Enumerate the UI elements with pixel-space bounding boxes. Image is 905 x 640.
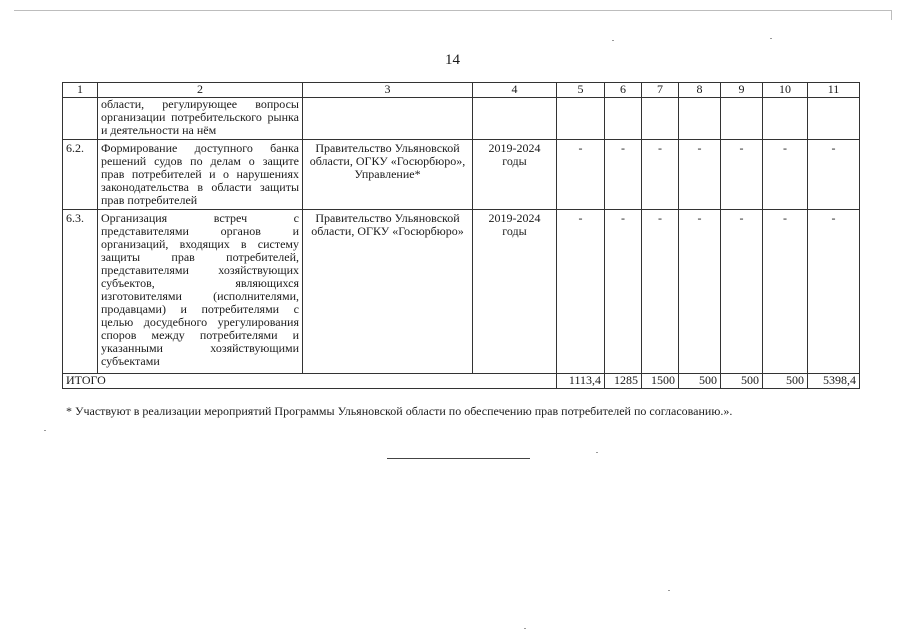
activity-description: Формирование доступного банка решений судов по делам о защите прав потребителей и о нарушениях законодательства в области защиты прав потребителей — [98, 140, 303, 210]
implementation-period — [473, 98, 557, 140]
responsible-executors: Правительство Ульяновской области, ОГКУ «Госюрбюро», Управление* — [303, 140, 473, 210]
column-header: 4 — [473, 83, 557, 98]
column-header: 1 — [63, 83, 98, 98]
funding-cell — [642, 98, 679, 140]
scan-frame-top — [14, 10, 892, 11]
funding-cell: - — [605, 210, 642, 374]
funding-cell: - — [808, 140, 860, 210]
funding-cell — [557, 98, 605, 140]
responsible-executors: Правительство Ульяновской области, ОГКУ «Госюрбюро» — [303, 210, 473, 374]
funding-cell: - — [679, 210, 721, 374]
scan-speck — [668, 590, 670, 591]
scan-speck — [524, 628, 526, 629]
funding-cell: - — [557, 140, 605, 210]
total-value: 500 — [721, 374, 763, 389]
activity-description: Организация встреч с представителями органов и организаций, входящих в систему защиты прав потребителей, представителями хозяйствующих субъектов, являющихся изготовителями (исполнителями, продавцами) и потребителями с целью досудебного урегулирования споров между потребителями и указанными хозяйствующими субъектами — [98, 210, 303, 374]
total-value: 1113,4 — [557, 374, 605, 389]
scan-speck — [44, 430, 46, 431]
row-number: 6.3. — [63, 210, 98, 374]
total-value: 5398,4 — [808, 374, 860, 389]
funding-cell: - — [679, 140, 721, 210]
column-header: 5 — [557, 83, 605, 98]
total-value: 1285 — [605, 374, 642, 389]
row-number — [63, 98, 98, 140]
scan-speck — [612, 40, 614, 41]
responsible-executors — [303, 98, 473, 140]
funding-cell — [721, 98, 763, 140]
total-value: 1500 — [642, 374, 679, 389]
implementation-period: 2019-2024 годы — [473, 210, 557, 374]
funding-cell: - — [557, 210, 605, 374]
end-of-document-line — [387, 458, 530, 459]
table-row — [63, 210, 860, 374]
total-value: 500 — [763, 374, 808, 389]
funding-cell — [808, 98, 860, 140]
column-header: 2 — [98, 83, 303, 98]
table-row — [63, 140, 860, 210]
funding-cell — [679, 98, 721, 140]
column-header: 3 — [303, 83, 473, 98]
funding-cell: - — [605, 140, 642, 210]
funding-cell: - — [642, 140, 679, 210]
program-table — [62, 82, 860, 389]
column-header: 11 — [808, 83, 860, 98]
funding-cell: - — [721, 140, 763, 210]
funding-cell: - — [721, 210, 763, 374]
total-row — [63, 374, 860, 389]
column-header: 8 — [679, 83, 721, 98]
table-header-row — [63, 83, 860, 98]
column-header: 7 — [642, 83, 679, 98]
table-row — [63, 98, 860, 140]
total-value: 500 — [679, 374, 721, 389]
column-header: 10 — [763, 83, 808, 98]
column-header: 6 — [605, 83, 642, 98]
funding-cell: - — [763, 210, 808, 374]
funding-cell — [763, 98, 808, 140]
row-number: 6.2. — [63, 140, 98, 210]
implementation-period: 2019-2024 годы — [473, 140, 557, 210]
funding-cell: - — [763, 140, 808, 210]
funding-cell: - — [808, 210, 860, 374]
page-number: 14 — [445, 52, 460, 68]
activity-description: области, регулирующее вопросы организации потребительского рынка и деятельности на нём — [98, 98, 303, 140]
funding-cell: - — [642, 210, 679, 374]
total-label: ИТОГО — [63, 374, 557, 389]
column-header: 9 — [721, 83, 763, 98]
scan-speck — [596, 452, 598, 453]
funding-cell — [605, 98, 642, 140]
scan-frame-right — [891, 10, 892, 20]
footnote: * Участвуют в реализации мероприятий Программы Ульяновской области по обеспечению прав потребителей по согласованию.». — [66, 404, 733, 418]
scan-speck — [770, 38, 772, 39]
